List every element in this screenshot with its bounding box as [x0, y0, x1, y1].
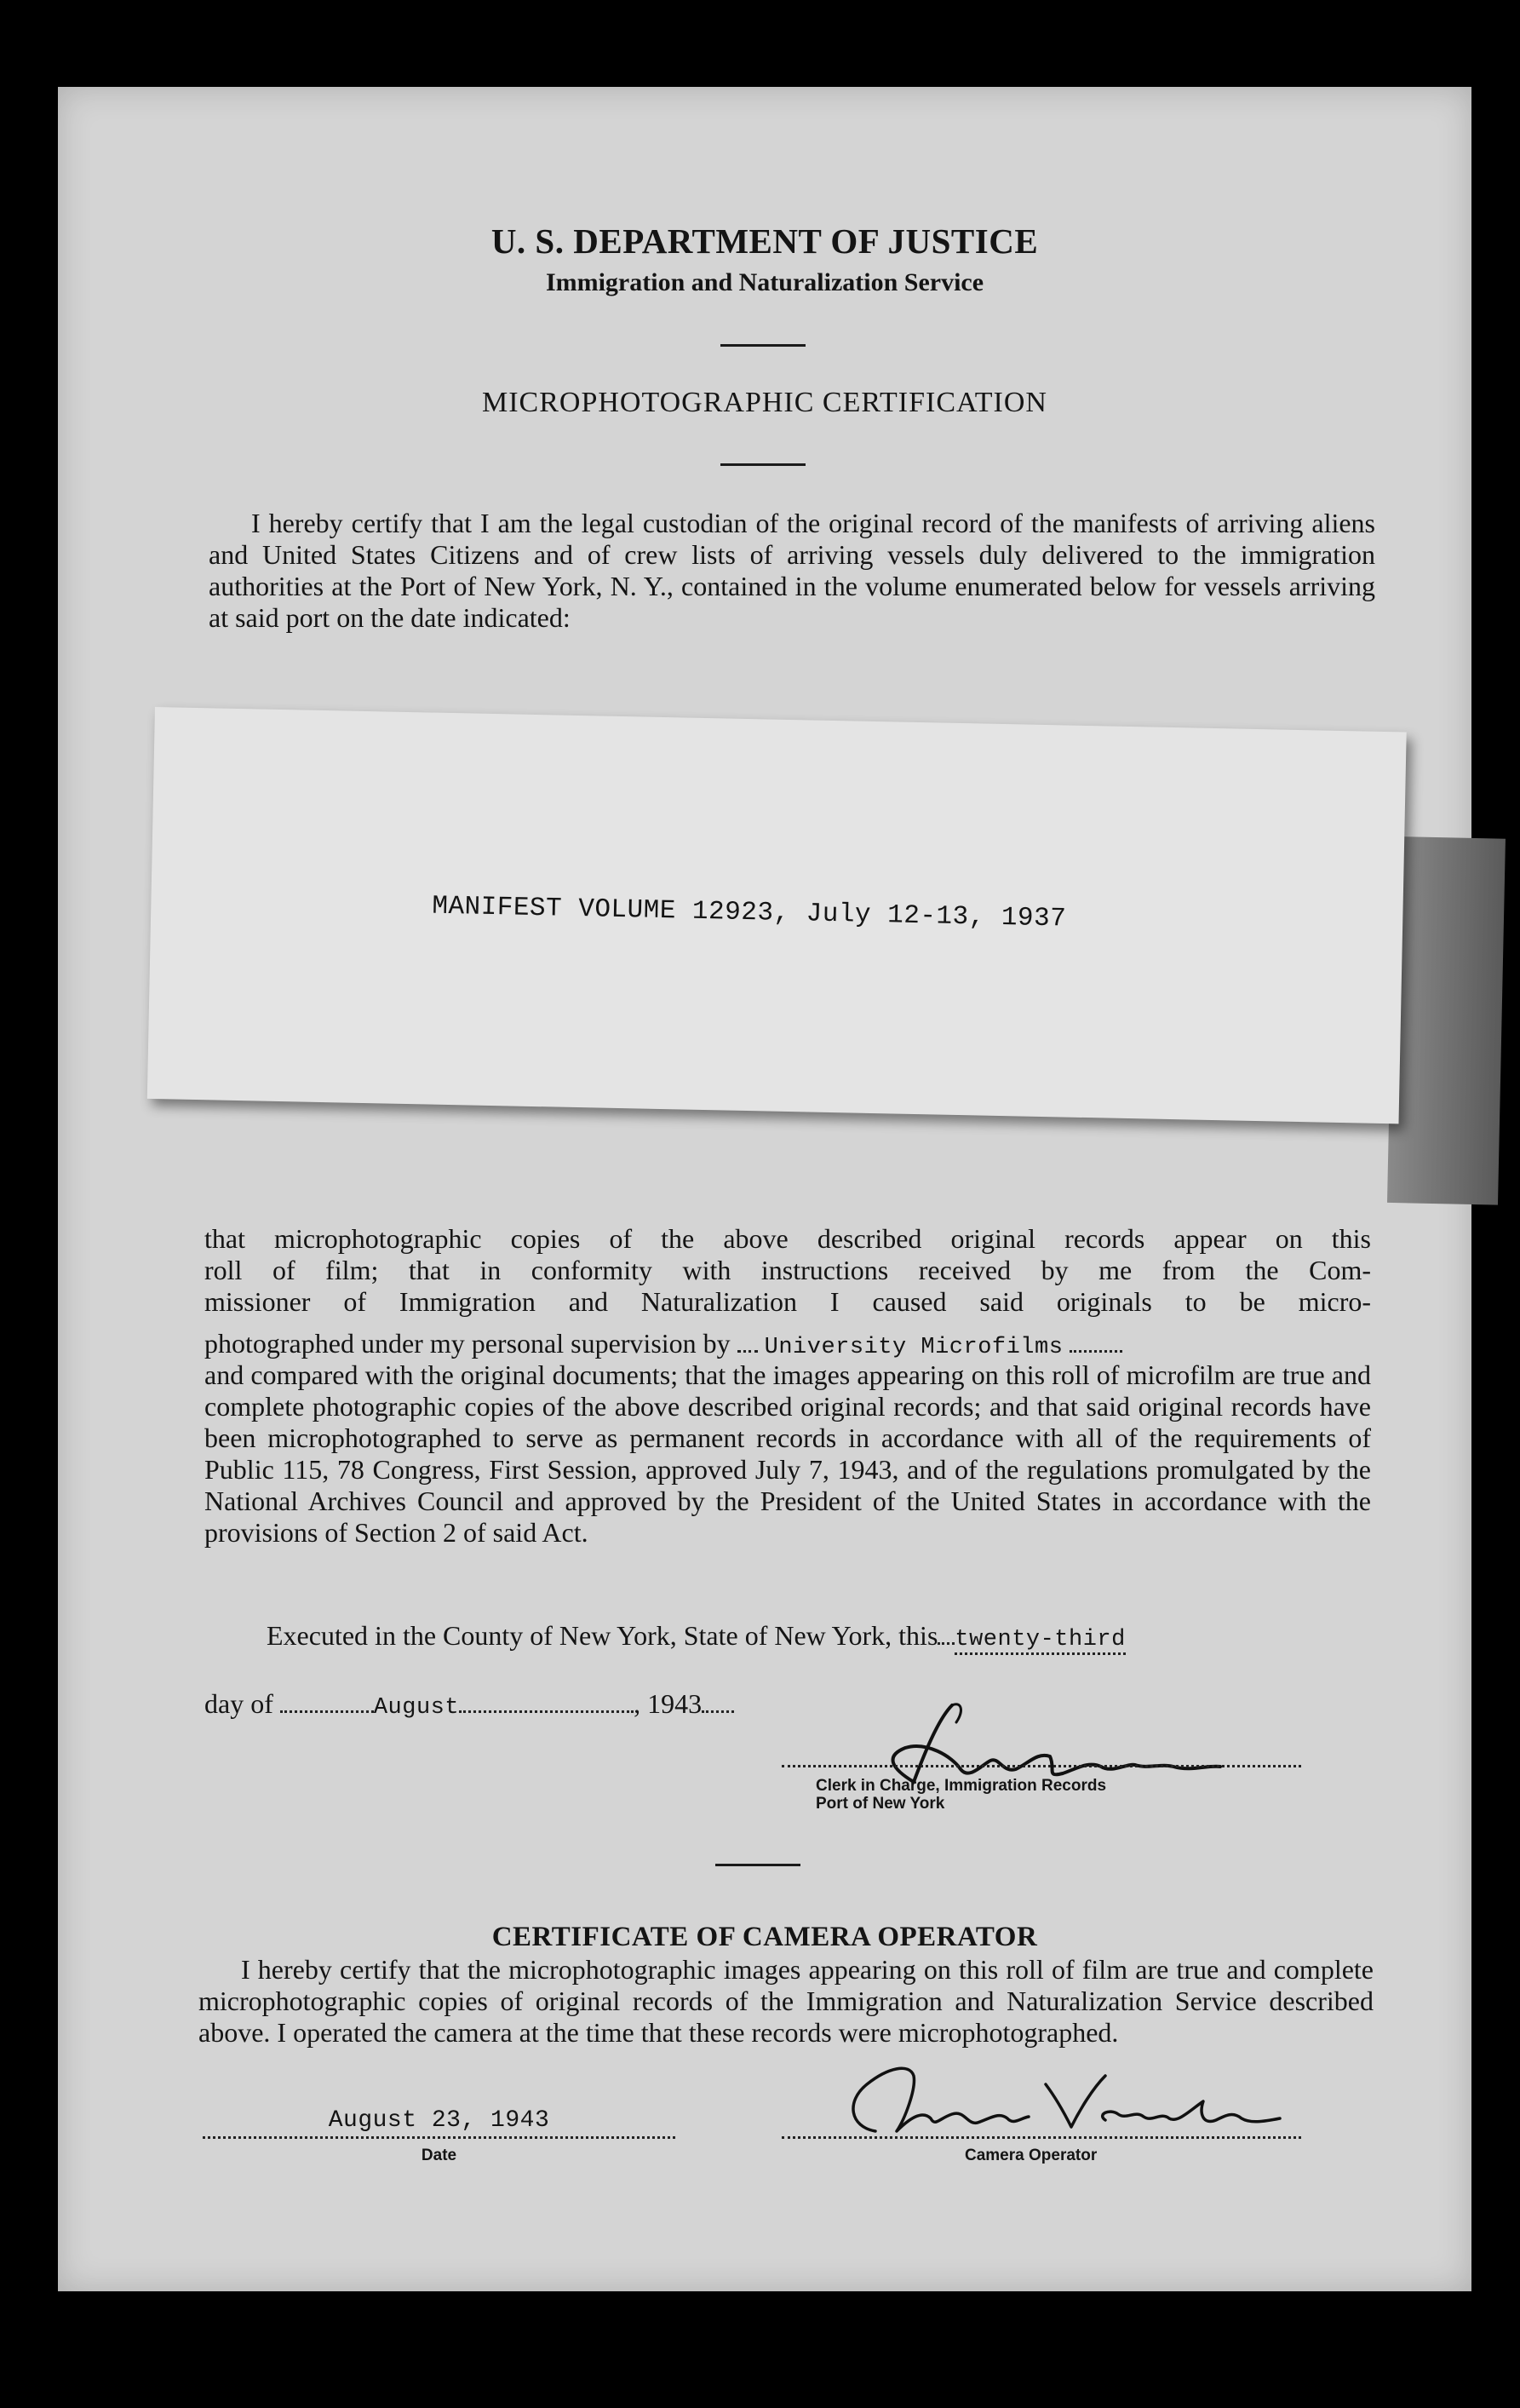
clerk-signature-line — [782, 1765, 1301, 1767]
year-value: , 1943 — [634, 1688, 703, 1719]
manifest-slip — [147, 707, 1407, 1124]
service-subheading: Immigration and Naturalization Service — [545, 268, 984, 296]
dotted-leader — [1070, 1330, 1122, 1353]
intro-paragraph: I hereby certify that I am the legal custodian of the original record of the manifests of arriving aliens and United States Citizens and of crew lists of arriving vessels duly delivered to the immigration authorities at the Port of New York, N. Y., contained in the volume enumerated below for vessels arriving at said port on the date indicated: — [209, 508, 1375, 633]
dotted-leader — [702, 1690, 734, 1713]
operator-signature-line — [782, 2136, 1301, 2139]
body-paragraph — [204, 1223, 1371, 1549]
body-line-2: roll of film; that in conformity with instructions received by me from the Com- — [204, 1255, 1371, 1285]
operator-label: Camera Operator — [965, 2147, 1098, 2164]
clerk-title-line-1: Clerk in Charge, Immigration Records — [816, 1777, 1107, 1795]
date-value: August 23, 1943 — [328, 2107, 550, 2134]
clerk-title-line-2: Port of New York — [816, 1795, 945, 1813]
divider-camera — [715, 1864, 800, 1866]
department-heading: U. S. DEPARTMENT OF JUSTICE — [490, 221, 1039, 261]
clerk-title — [816, 1777, 1106, 1813]
day-of-line — [204, 1688, 734, 1721]
day-of-label: day of — [204, 1688, 273, 1719]
date-label: Date — [421, 2147, 457, 2164]
dotted-leader — [938, 1622, 955, 1645]
divider-second — [720, 463, 806, 466]
executed-day-value: twenty-third — [955, 1627, 1125, 1655]
date-field — [203, 2107, 675, 2134]
supervisor-value: University Microfilms — [764, 1335, 1064, 1360]
executed-line — [267, 1620, 1382, 1652]
dotted-leader — [737, 1330, 758, 1353]
executed-prefix: Executed in the County of New York, State of New York, this — [267, 1620, 938, 1651]
body-rest: and compared with the original documents; that the images appearing on this roll of microfilm are true and complete photographic copies of the above described original records; and that said original records have been microphotographed to serve as permanent records in accordance with all of the requirements of Public 115, 78 Congress, First Session, approved July 7, 1943, and of the regulations promulgated by the National Archives Council and approved by the President of the United States in accordance with the provisions of Section 2 of said Act. — [204, 1359, 1371, 1548]
dotted-leader — [280, 1690, 374, 1713]
certificate-page — [58, 87, 1471, 2291]
certification-title: MICROPHOTOGRAPHIC CERTIFICATION — [481, 387, 1047, 418]
body-line-4 — [204, 1328, 1371, 1359]
body-line-3: missioner of Immigration and Naturalization I caused said originals to be micro- — [204, 1286, 1371, 1317]
body-line-1: that microphotographic copies of the above described original records appear on this — [204, 1223, 1371, 1254]
manifest-volume-text: MANIFEST VOLUME 12923, July 12-13, 1937 — [432, 891, 1067, 934]
month-value: August — [373, 1695, 460, 1721]
camera-operator-title: CERTIFICATE OF CAMERA OPERATOR — [491, 1922, 1038, 1952]
date-line — [203, 2136, 675, 2139]
dotted-leader — [459, 1690, 634, 1713]
camera-operator-signature — [816, 2050, 1293, 2144]
divider-top — [720, 344, 806, 347]
supervision-prefix: photographed under my personal supervision by — [204, 1328, 731, 1359]
slip-shadow — [1387, 836, 1506, 1205]
camera-paragraph: I hereby certify that the microphotographic images appearing on this roll of film are true and complete microphotographic copies of original records of the Immigration and Naturalization Service described above. I operated the camera at the time that these records were microphotographed. — [198, 1954, 1374, 2048]
